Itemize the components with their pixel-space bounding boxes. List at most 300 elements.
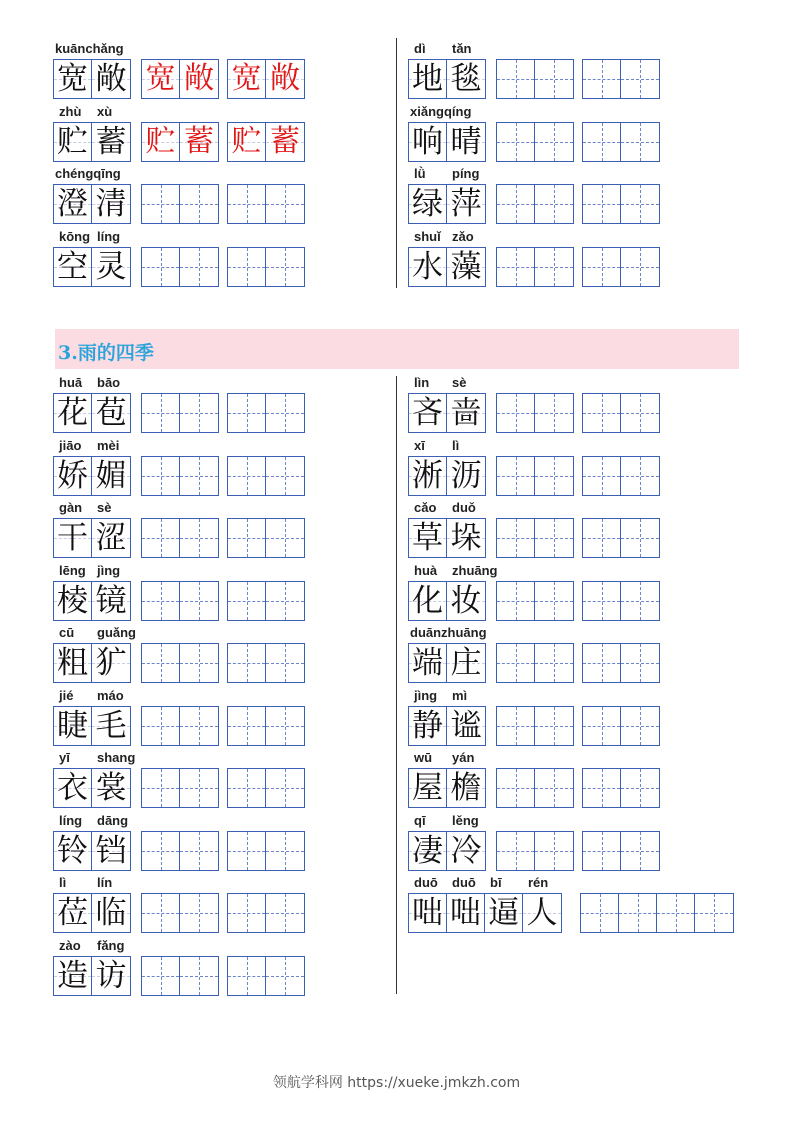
pinyin-syllable: yī <box>59 750 70 765</box>
practice-cell <box>497 60 535 98</box>
writing-boxes <box>408 518 668 558</box>
writing-boxes <box>53 706 313 746</box>
hanzi-cell: 啬 <box>447 394 485 432</box>
sample-hanzi-cell: 贮 <box>142 123 180 161</box>
practice-cell <box>535 394 573 432</box>
hanzi-cell: 人 <box>523 894 561 932</box>
practice-cell <box>621 769 659 807</box>
hanzi-cell: 静 <box>409 707 447 745</box>
practice-cell <box>621 394 659 432</box>
pinyin-label <box>410 626 487 640</box>
hanzi-cell: 沥 <box>447 457 485 495</box>
practice-box-group <box>496 706 574 746</box>
hanzi-cell: 空 <box>54 248 92 286</box>
practice-cell <box>142 894 180 932</box>
practice-cell <box>180 832 218 870</box>
practice-box-group <box>227 581 305 621</box>
character-box-group <box>53 247 131 287</box>
practice-cell <box>583 832 621 870</box>
hanzi-cell: 冷 <box>447 832 485 870</box>
practice-box-group <box>582 643 660 683</box>
character-box-group <box>408 643 486 683</box>
practice-cell <box>497 123 535 161</box>
practice-cell <box>621 248 659 286</box>
practice-cell <box>535 457 573 495</box>
pinyin-label <box>55 564 135 578</box>
practice-cell <box>621 519 659 557</box>
hanzi-cell: 涩 <box>92 519 130 557</box>
writing-boxes <box>408 706 668 746</box>
hanzi-cell: 临 <box>92 894 130 932</box>
character-box-group <box>53 184 131 224</box>
practice-cell <box>228 394 266 432</box>
practice-box-group <box>141 456 219 496</box>
practice-cell <box>228 769 266 807</box>
section-title: 3.雨的四季 <box>58 342 154 364</box>
hanzi-cell: 花 <box>54 394 92 432</box>
pinyin-label <box>410 42 490 56</box>
pinyin-syllable: líng <box>97 228 121 244</box>
column-divider-bottom <box>396 376 397 994</box>
practice-cell <box>497 769 535 807</box>
pinyin-label <box>410 814 490 828</box>
practice-cell <box>266 769 304 807</box>
practice-cell <box>228 644 266 682</box>
sample-hanzi-cell: 蓄 <box>266 123 304 161</box>
practice-box-group <box>496 518 574 558</box>
practice-cell <box>621 832 659 870</box>
practice-cell <box>657 894 695 932</box>
pinyin-label <box>55 939 135 953</box>
practice-cell <box>535 519 573 557</box>
pinyin-syllable: dāng <box>97 812 129 828</box>
pinyin-syllable: zǎo <box>452 228 474 244</box>
pinyin-label <box>55 501 135 515</box>
practice-cell <box>581 894 619 932</box>
pinyin-label <box>410 105 471 119</box>
character-box-group <box>408 768 486 808</box>
practice-box-group <box>227 643 305 683</box>
pinyin-syllable: gàn <box>59 500 83 515</box>
pinyin-syllable: zhù <box>59 103 82 119</box>
pinyin-label <box>55 814 135 828</box>
hanzi-cell: 凄 <box>409 832 447 870</box>
pinyin-label <box>55 167 121 181</box>
practice-box-group <box>496 393 574 433</box>
pinyin-syllable: jié <box>59 687 74 703</box>
sample-hanzi-cell: 蓄 <box>180 123 218 161</box>
practice-cell <box>180 707 218 745</box>
practice-cell <box>497 582 535 620</box>
practice-box-group <box>582 59 660 99</box>
pinyin-syllable: lěng <box>452 812 479 828</box>
hanzi-cell: 敞 <box>92 60 130 98</box>
pinyin-label <box>55 42 124 56</box>
practice-box-group <box>227 456 305 496</box>
practice-box-group <box>582 831 660 871</box>
character-box-group <box>53 59 131 99</box>
pinyin-syllable: rén <box>528 875 549 890</box>
practice-box-group <box>227 247 305 287</box>
writing-boxes <box>53 581 313 621</box>
practice-cell <box>142 519 180 557</box>
practice-box-group <box>141 184 219 224</box>
character-box-group <box>53 831 131 871</box>
pinyin-syllable: fǎng <box>97 937 125 953</box>
pinyin-syllable: chéngqīng <box>55 166 121 181</box>
practice-box-group <box>582 393 660 433</box>
hanzi-cell: 衣 <box>54 769 92 807</box>
pinyin-syllable: mèi <box>97 437 120 453</box>
writing-boxes <box>408 893 742 933</box>
pinyin-label <box>55 626 136 640</box>
character-box-group <box>53 643 131 683</box>
practice-cell <box>497 457 535 495</box>
practice-cell <box>621 123 659 161</box>
practice-cell <box>583 644 621 682</box>
practice-cell <box>142 185 180 223</box>
character-box-group <box>408 893 562 933</box>
writing-boxes <box>408 768 668 808</box>
practice-cell <box>583 582 621 620</box>
writing-boxes <box>53 893 313 933</box>
hanzi-cell: 端 <box>409 644 447 682</box>
character-box-group <box>53 456 131 496</box>
footer-watermark: 领航学科网 https://xueke.jmkzh.com <box>272 1075 521 1091</box>
hanzi-cell: 屋 <box>409 769 447 807</box>
pinyin-syllable: shang <box>97 750 136 765</box>
pinyin-syllable: huà <box>414 562 438 578</box>
hanzi-cell: 清 <box>92 185 130 223</box>
practice-cell <box>142 957 180 995</box>
writing-boxes <box>408 122 668 162</box>
practice-cell <box>695 894 733 932</box>
practice-cell <box>497 707 535 745</box>
pinyin-label <box>410 376 490 390</box>
practice-cell <box>621 582 659 620</box>
pinyin-syllable: qī <box>414 812 426 828</box>
pinyin-syllable: lǜ <box>414 166 426 181</box>
pinyin-syllable: jìng <box>414 687 438 703</box>
practice-box-group <box>582 581 660 621</box>
pinyin-syllable: lìn <box>414 375 430 390</box>
practice-cell <box>266 832 304 870</box>
hanzi-cell: 澄 <box>54 185 92 223</box>
hanzi-cell: 干 <box>54 519 92 557</box>
pinyin-syllable: xù <box>97 103 113 119</box>
practice-cell <box>266 582 304 620</box>
practice-cell <box>619 894 657 932</box>
practice-box-group <box>141 831 219 871</box>
pinyin-syllable: xī <box>414 437 425 453</box>
practice-cell <box>180 185 218 223</box>
practice-box-group <box>227 768 305 808</box>
practice-cell <box>621 457 659 495</box>
practice-box-group <box>141 893 219 933</box>
practice-cell <box>266 894 304 932</box>
practice-box-group <box>496 184 574 224</box>
pinyin-label <box>410 876 566 890</box>
practice-cell <box>583 248 621 286</box>
practice-cell <box>266 957 304 995</box>
practice-cell <box>266 519 304 557</box>
practice-box-group <box>227 518 305 558</box>
pinyin-syllable: kuānchǎng <box>55 41 124 56</box>
practice-box-group <box>227 831 305 871</box>
hanzi-cell: 犷 <box>92 644 130 682</box>
practice-cell <box>266 185 304 223</box>
practice-cell <box>142 832 180 870</box>
practice-cell <box>180 894 218 932</box>
hanzi-cell: 娇 <box>54 457 92 495</box>
pinyin-label <box>55 439 135 453</box>
hanzi-cell: 草 <box>409 519 447 557</box>
pinyin-label <box>410 167 490 181</box>
practice-box-group <box>141 706 219 746</box>
hanzi-cell: 咄 <box>409 894 447 932</box>
pinyin-syllable: bī <box>490 875 502 890</box>
practice-box-group <box>227 893 305 933</box>
practice-cell <box>180 248 218 286</box>
pinyin-syllable: zhuāng <box>452 562 498 578</box>
practice-cell <box>142 394 180 432</box>
practice-cell <box>142 707 180 745</box>
hanzi-cell: 媚 <box>92 457 130 495</box>
pinyin-syllable: sè <box>97 500 112 515</box>
practice-box-group <box>141 643 219 683</box>
pinyin-syllable: yán <box>452 750 475 765</box>
writing-boxes <box>53 247 313 287</box>
practice-box-group <box>582 768 660 808</box>
character-box-group <box>53 393 131 433</box>
sample-hanzi-cell: 贮 <box>228 123 266 161</box>
hanzi-cell: 裳 <box>92 769 130 807</box>
practice-box-group <box>141 393 219 433</box>
pinyin-label <box>55 751 135 765</box>
character-box-group <box>408 247 486 287</box>
hanzi-cell: 庄 <box>447 644 485 682</box>
practice-cell <box>583 769 621 807</box>
practice-box-group <box>227 393 305 433</box>
hanzi-cell: 造 <box>54 957 92 995</box>
pinyin-syllable: máo <box>97 687 124 703</box>
writing-boxes <box>53 393 313 433</box>
writing-boxes <box>408 456 668 496</box>
pinyin-syllable: duānzhuāng <box>410 625 487 640</box>
sample-hanzi-cell: 敞 <box>266 60 304 98</box>
hanzi-cell: 化 <box>409 582 447 620</box>
pinyin-syllable: guǎng <box>97 625 136 640</box>
practice-cell <box>621 60 659 98</box>
character-box-group <box>53 581 131 621</box>
practice-cell <box>535 832 573 870</box>
practice-cell <box>497 832 535 870</box>
practice-cell <box>535 123 573 161</box>
hanzi-cell: 逼 <box>485 894 523 932</box>
practice-cell <box>228 707 266 745</box>
practice-cell <box>621 644 659 682</box>
hanzi-cell: 萍 <box>447 185 485 223</box>
character-box-group <box>408 456 486 496</box>
practice-box-group <box>227 956 305 996</box>
practice-cell <box>583 394 621 432</box>
practice-cell <box>180 957 218 995</box>
practice-cell <box>266 457 304 495</box>
hanzi-cell: 檐 <box>447 769 485 807</box>
hanzi-cell: 晴 <box>447 123 485 161</box>
writing-boxes <box>53 956 313 996</box>
practice-cell <box>535 644 573 682</box>
sample-hanzi-cell: 宽 <box>228 60 266 98</box>
practice-cell <box>583 707 621 745</box>
practice-cell <box>180 394 218 432</box>
character-box-group <box>53 956 131 996</box>
practice-cell <box>535 582 573 620</box>
pinyin-syllable: jiāo <box>59 437 82 453</box>
practice-box-group <box>141 581 219 621</box>
practice-box-group <box>227 184 305 224</box>
practice-cell <box>228 519 266 557</box>
pinyin-label <box>410 501 490 515</box>
practice-cell <box>266 707 304 745</box>
practice-box-group <box>496 59 574 99</box>
pinyin-syllable: sè <box>452 375 467 390</box>
pinyin-label <box>55 376 135 390</box>
practice-cell <box>497 248 535 286</box>
writing-boxes <box>53 518 313 558</box>
pinyin-syllable: cū <box>59 625 75 640</box>
practice-box-group <box>496 831 574 871</box>
pinyin-syllable: duō <box>452 875 476 890</box>
pinyin-label <box>55 105 135 119</box>
practice-cell <box>497 644 535 682</box>
character-box-group <box>408 184 486 224</box>
pinyin-label <box>410 439 490 453</box>
writing-boxes <box>53 184 313 224</box>
hanzi-cell: 贮 <box>54 123 92 161</box>
hanzi-cell: 苞 <box>92 394 130 432</box>
column-divider-top <box>396 38 397 288</box>
pinyin-syllable: wū <box>414 750 433 765</box>
practice-cell <box>583 519 621 557</box>
writing-boxes <box>53 59 313 99</box>
practice-cell <box>180 519 218 557</box>
practice-cell <box>228 248 266 286</box>
practice-cell <box>535 769 573 807</box>
practice-cell <box>228 957 266 995</box>
pinyin-syllable: píng <box>452 166 480 181</box>
pinyin-syllable: huā <box>59 375 83 390</box>
character-box-group <box>408 59 486 99</box>
practice-box-group <box>141 122 219 162</box>
writing-boxes <box>408 643 668 683</box>
writing-boxes <box>408 184 668 224</box>
practice-cell <box>228 832 266 870</box>
pinyin-syllable: kōng <box>59 228 91 244</box>
character-box-group <box>53 518 131 558</box>
practice-box-group <box>580 893 734 933</box>
hanzi-cell: 垛 <box>447 519 485 557</box>
practice-cell <box>535 248 573 286</box>
practice-cell <box>497 519 535 557</box>
pinyin-label <box>55 876 135 890</box>
practice-box-group <box>496 456 574 496</box>
practice-box-group <box>582 247 660 287</box>
hanzi-cell: 灵 <box>92 248 130 286</box>
pinyin-syllable: lēng <box>59 562 86 578</box>
hanzi-cell: 藻 <box>447 248 485 286</box>
hanzi-cell: 毛 <box>92 707 130 745</box>
practice-box-group <box>496 122 574 162</box>
practice-box-group <box>582 706 660 746</box>
character-box-group <box>53 768 131 808</box>
practice-box-group <box>582 518 660 558</box>
writing-boxes <box>408 831 668 871</box>
character-box-group <box>408 393 486 433</box>
practice-cell <box>266 644 304 682</box>
pinyin-syllable: shuǐ <box>414 228 441 244</box>
writing-boxes <box>53 122 313 162</box>
hanzi-cell: 镜 <box>92 582 130 620</box>
hanzi-cell: 粗 <box>54 644 92 682</box>
practice-cell <box>535 185 573 223</box>
character-box-group <box>53 122 131 162</box>
practice-cell <box>583 185 621 223</box>
writing-boxes <box>408 247 668 287</box>
practice-cell <box>142 769 180 807</box>
sample-hanzi-cell: 宽 <box>142 60 180 98</box>
practice-cell <box>583 123 621 161</box>
pinyin-syllable: lì <box>59 875 67 890</box>
hanzi-cell: 响 <box>409 123 447 161</box>
practice-cell <box>621 707 659 745</box>
character-box-group <box>408 122 486 162</box>
pinyin-syllable: duō <box>414 875 438 890</box>
practice-box-group <box>582 184 660 224</box>
practice-cell <box>266 394 304 432</box>
practice-box-group <box>496 581 574 621</box>
hanzi-cell: 棱 <box>54 582 92 620</box>
character-box-group <box>408 518 486 558</box>
pinyin-syllable: xiǎngqíng <box>410 103 472 119</box>
hanzi-cell: 莅 <box>54 894 92 932</box>
practice-box-group <box>582 456 660 496</box>
writing-boxes <box>53 643 313 683</box>
practice-box-group <box>227 706 305 746</box>
pinyin-syllable: lì <box>452 437 460 453</box>
practice-cell <box>228 185 266 223</box>
hanzi-cell: 访 <box>92 957 130 995</box>
hanzi-cell: 蓄 <box>92 123 130 161</box>
pinyin-label <box>410 689 490 703</box>
practice-box-group <box>141 768 219 808</box>
practice-cell <box>180 457 218 495</box>
hanzi-cell: 毯 <box>447 60 485 98</box>
character-box-group <box>53 893 131 933</box>
practice-cell <box>180 769 218 807</box>
practice-cell <box>535 60 573 98</box>
practice-cell <box>142 644 180 682</box>
character-box-group <box>408 581 486 621</box>
pinyin-label <box>410 564 498 578</box>
practice-cell <box>142 457 180 495</box>
practice-box-group <box>227 122 305 162</box>
hanzi-cell: 铃 <box>54 832 92 870</box>
character-box-group <box>408 706 486 746</box>
practice-box-group <box>496 643 574 683</box>
practice-cell <box>180 582 218 620</box>
section-header <box>55 329 739 369</box>
